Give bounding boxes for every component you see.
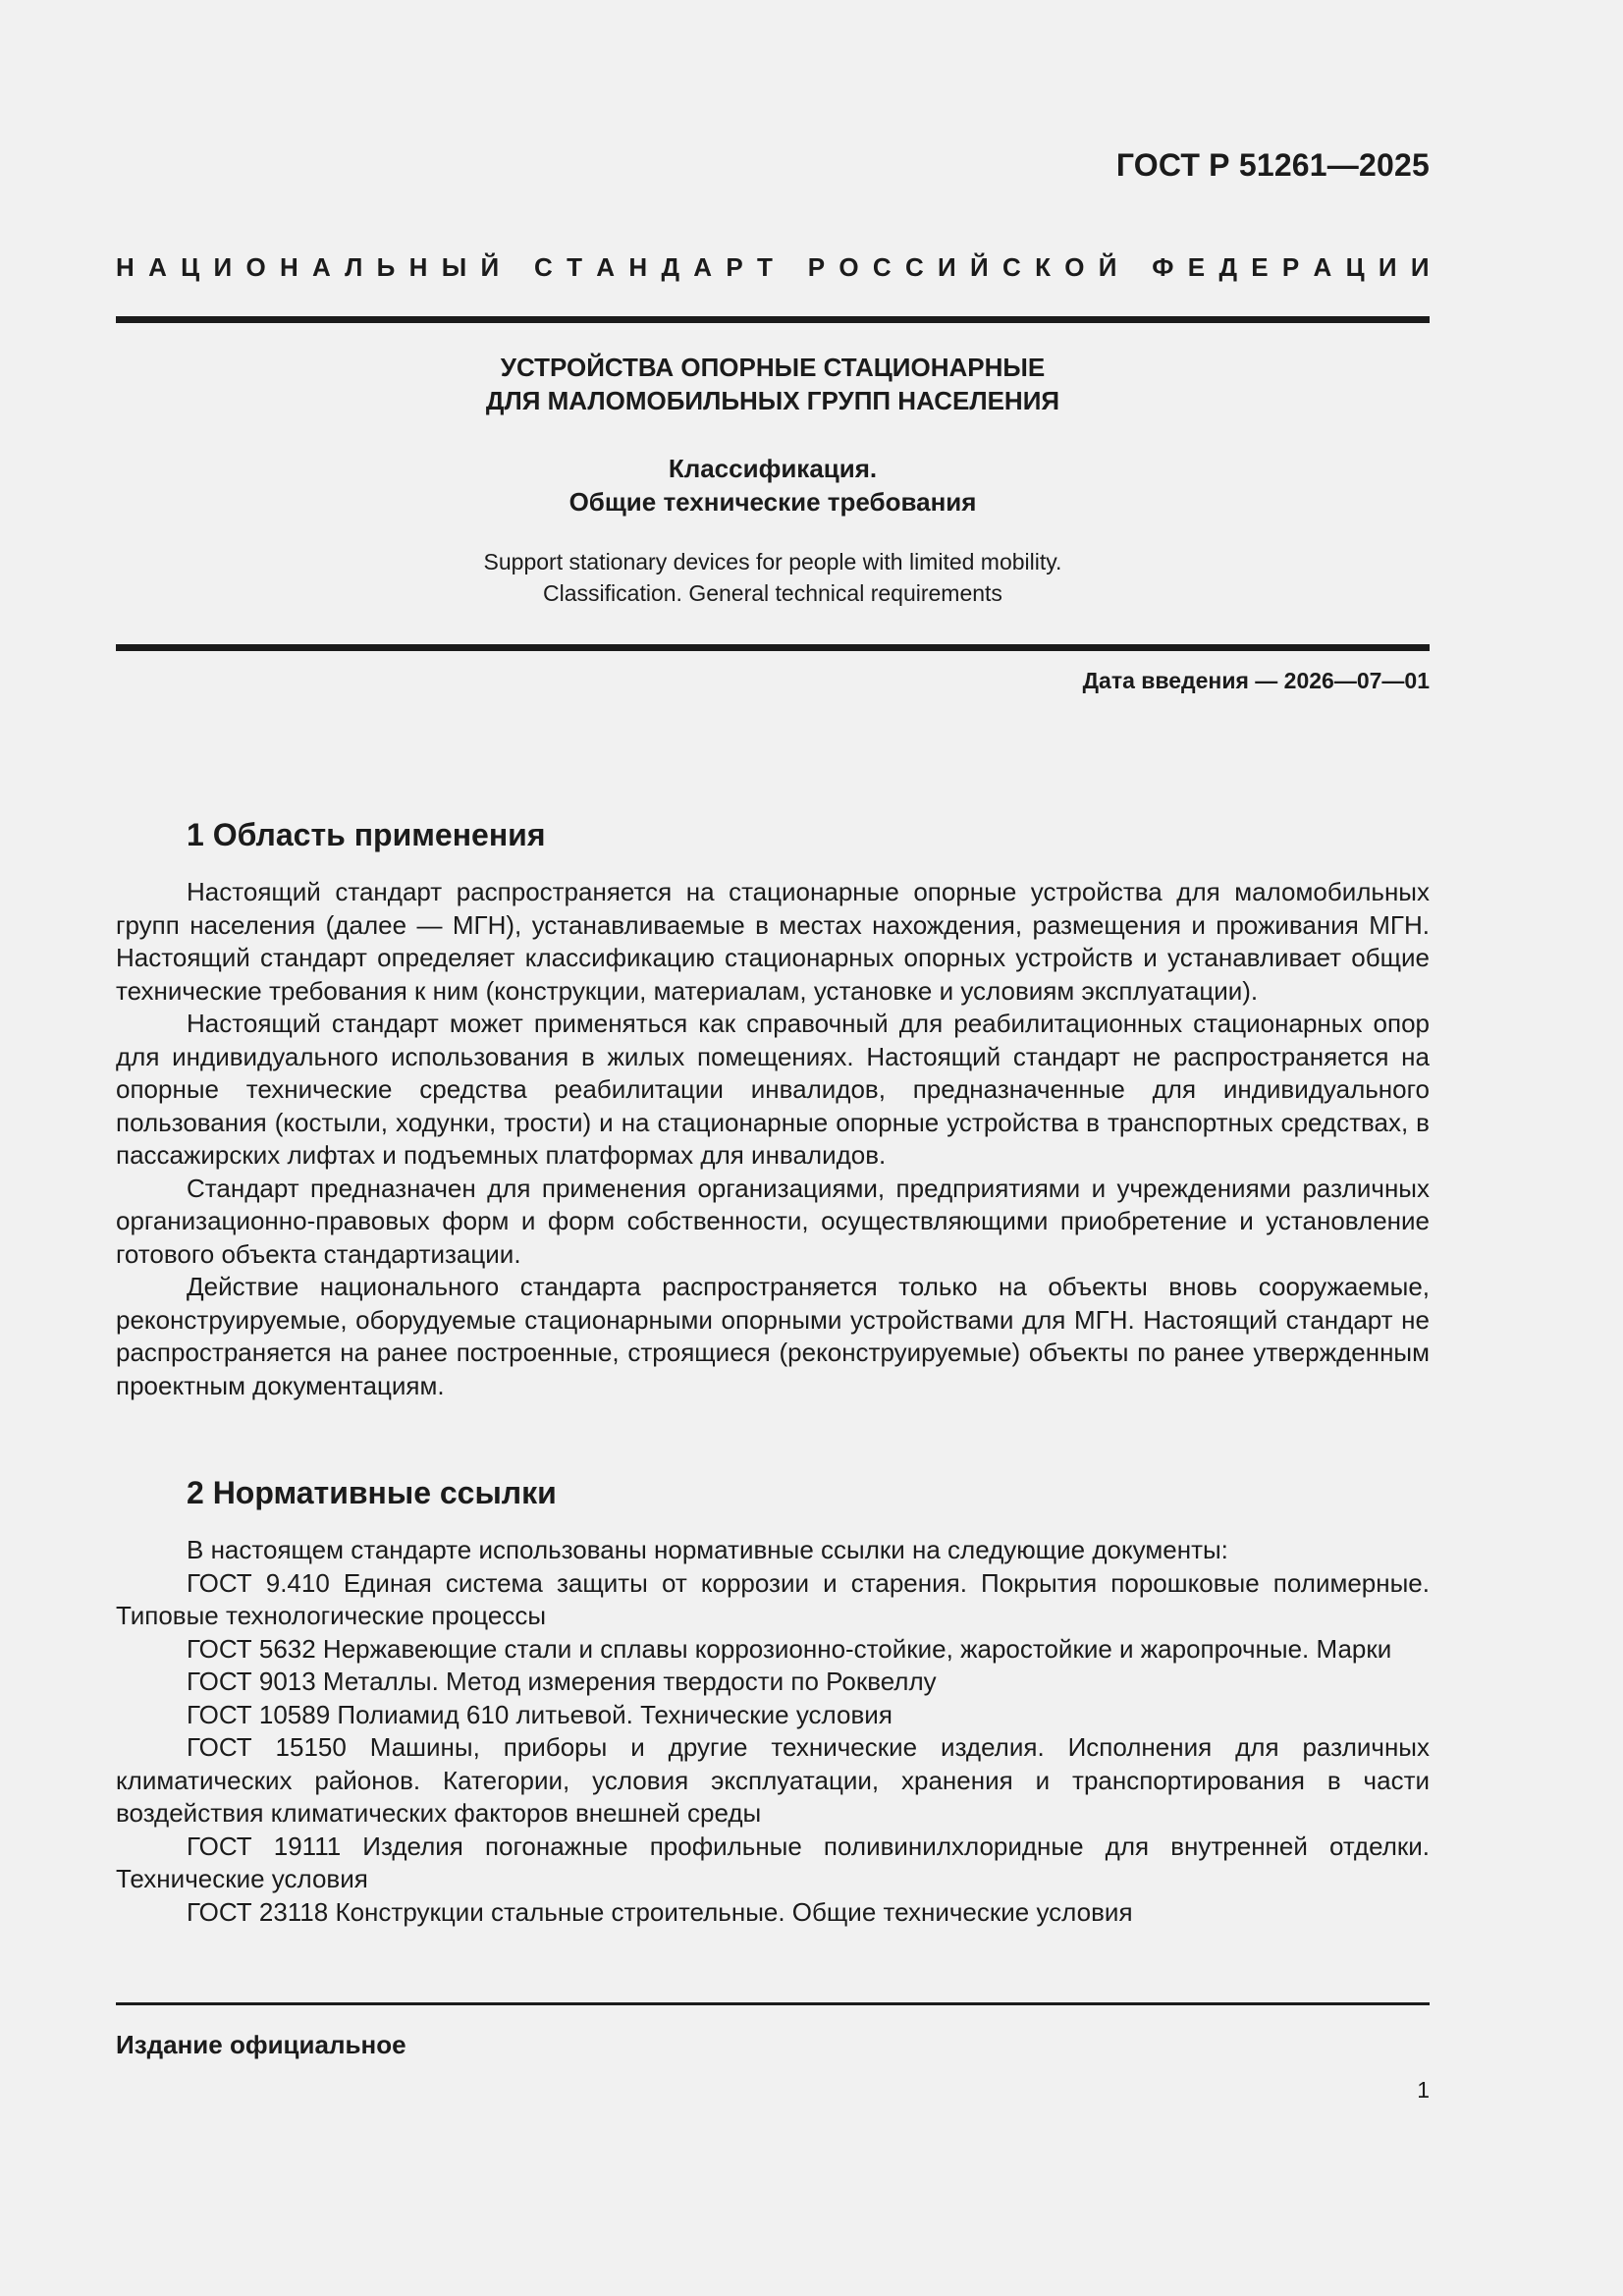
banner-letter: А (596, 252, 616, 282)
official-edition-label: Издание официальное (116, 2030, 406, 2059)
banner-letter: И (1410, 252, 1430, 282)
banner-letter: Й (970, 252, 989, 282)
banner-letter (786, 250, 793, 284)
banner-letter: Ь (376, 252, 396, 282)
footer-divider (116, 2002, 1430, 2005)
paragraph: Настоящий стандарт распространяется на стационарные опорные устройства для маломобильных групп населения (далее — МГН), устанавливаемые в местах нахождения, размещения и проживания МГН. Настоящий стандарт определяет классификацию стационарных опорных устройств и устанавливает общие технические требования к ним (конструкции, материалам, установке и условиям эксплуатации). (116, 877, 1430, 1006)
banner-letter: Л (345, 252, 363, 282)
document-title-ru (116, 351, 1430, 417)
paragraph: Стандарт предназначен для применения организациями, предприятиями и учреждениями различных организационно-правовых форм и форм собственности, осуществляющими приобретение и установление готового объекта стандартизации. (116, 1173, 1430, 1269)
banner-letter: Н (408, 252, 428, 282)
banner-letter: С (904, 252, 924, 282)
section-1-body (116, 876, 1430, 1402)
reference-item: ГОСТ 9013 Металлы. Метод измерения твердости по Роквеллу (187, 1667, 937, 1696)
banner-letter: И (938, 252, 956, 282)
banner-letter: А (312, 252, 331, 282)
document-subtitle-ru (116, 452, 1430, 519)
banner-letter: Р (807, 252, 826, 282)
banner-letter: С (1002, 252, 1021, 282)
banner-letter: Т (756, 252, 773, 282)
banner-letter: С (534, 252, 553, 282)
banner-letter: Й (1098, 252, 1117, 282)
banner-letter: Ф (1152, 252, 1174, 282)
banner-letter: Р (726, 252, 743, 282)
subtitle-line-1: Классификация. (668, 454, 878, 483)
banner-letter: Н (628, 252, 648, 282)
banner-letter (513, 250, 519, 284)
references-intro: В настоящем стандарте использованы нормативные ссылки на следующие документы: (187, 1535, 1228, 1564)
reference-item: ГОСТ 9.410 Единая система защиты от коррозии и старения. Покрытия порошковые полимерные. Типовые технологические процессы (116, 1567, 1430, 1630)
reference-item: ГОСТ 19111 Изделия погонажные профильные поливинилхлоридные для внутренней отделки. Технические условия (116, 1831, 1430, 1893)
banner-letter: И (213, 252, 233, 282)
document-title-en (116, 546, 1430, 609)
title-line-1: УСТРОЙСТВА ОПОРНЫЕ СТАЦИОНАРНЫЕ (500, 353, 1046, 382)
banner-letter: Ц (1345, 252, 1365, 282)
national-standard-banner (116, 250, 1430, 284)
top-divider (116, 316, 1430, 323)
banner-letter: Й (480, 252, 500, 282)
banner-letter (1131, 250, 1138, 284)
banner-letter: Н (279, 252, 298, 282)
banner-letter: А (693, 252, 713, 282)
banner-letter: А (1313, 252, 1332, 282)
banner-letter: Н (116, 252, 135, 282)
banner-letter: Т (567, 252, 582, 282)
page-number: 1 (1417, 2077, 1430, 2103)
banner-letter: О (1064, 252, 1085, 282)
banner-letter: Ц (181, 252, 200, 282)
subtitle-line-2: Общие технические требования (568, 487, 977, 517)
banner-letter: Е (1187, 252, 1206, 282)
banner-letter: Ы (441, 252, 467, 282)
title-en-line-2: Classification. General technical requirements (543, 580, 1002, 606)
banner-letter: О (245, 252, 266, 282)
document-number: ГОСТ Р 51261—2025 (1115, 147, 1430, 183)
reference-item: ГОСТ 15150 Машины, приборы и другие технические изделия. Исполнения для различных климатических районов. Категории, условия эксплуатации, хранения и транспортирования в части воздействия климатических факторов внешней среды (116, 1732, 1430, 1828)
banner-letter: И (1378, 252, 1397, 282)
paragraph: Действие национального стандарта распространяется только на объекты вновь сооружаемые, реконструируемые, оборудуемые стационарными опорными устройствами для МГН. Настоящий стандарт не распространяется на ранее построенные, строящиеся (реконструируемые) объекты по ранее утвержденным проектным документациям. (116, 1272, 1430, 1400)
banner-letter: К (1035, 252, 1051, 282)
title-en-line-1: Support stationary devices for people with limited mobility. (483, 549, 1062, 574)
introduction-date: Дата введения — 2026—07—01 (1082, 668, 1430, 693)
banner-letter: Д (661, 252, 679, 282)
banner-letter: Д (1218, 252, 1237, 282)
paragraph: Настоящий стандарт может применяться как справочный для реабилитационных стационарных опор для индивидуального использования в жилых помещениях. Настоящий стандарт не распространяется на опорные технические средства реабилитации инвалидов, предназначенные для индивидуального пользования (костыли, ходунки, трости) и на стационарные опорные устройства в транспортных средствах, в пассажирских лифтах и подъемных платформах для инвалидов. (116, 1009, 1430, 1170)
normative-references-list (116, 1534, 1430, 1929)
section-2-heading: 2 Нормативные ссылки (187, 1475, 557, 1510)
banner-letter: А (148, 252, 167, 282)
banner-letter: С (872, 252, 892, 282)
title-divider (116, 644, 1430, 651)
reference-item: ГОСТ 23118 Конструкции стальные строительные. Общие технические условия (187, 1896, 1133, 1927)
reference-item: ГОСТ 10589 Полиамид 610 литьевой. Технические условия (187, 1699, 893, 1729)
reference-item: ГОСТ 5632 Нержавеющие стали и сплавы коррозионно-стойкие, жаростойкие и жаропрочные. Марки (187, 1633, 1392, 1664)
banner-letter: О (839, 252, 859, 282)
banner-letter: Р (1281, 252, 1300, 282)
title-line-2: ДЛЯ МАЛОМОБИЛЬНЫХ ГРУПП НАСЕЛЕНИЯ (485, 386, 1060, 415)
banner-letter: Е (1251, 252, 1269, 282)
section-1-heading: 1 Область применения (187, 817, 546, 852)
